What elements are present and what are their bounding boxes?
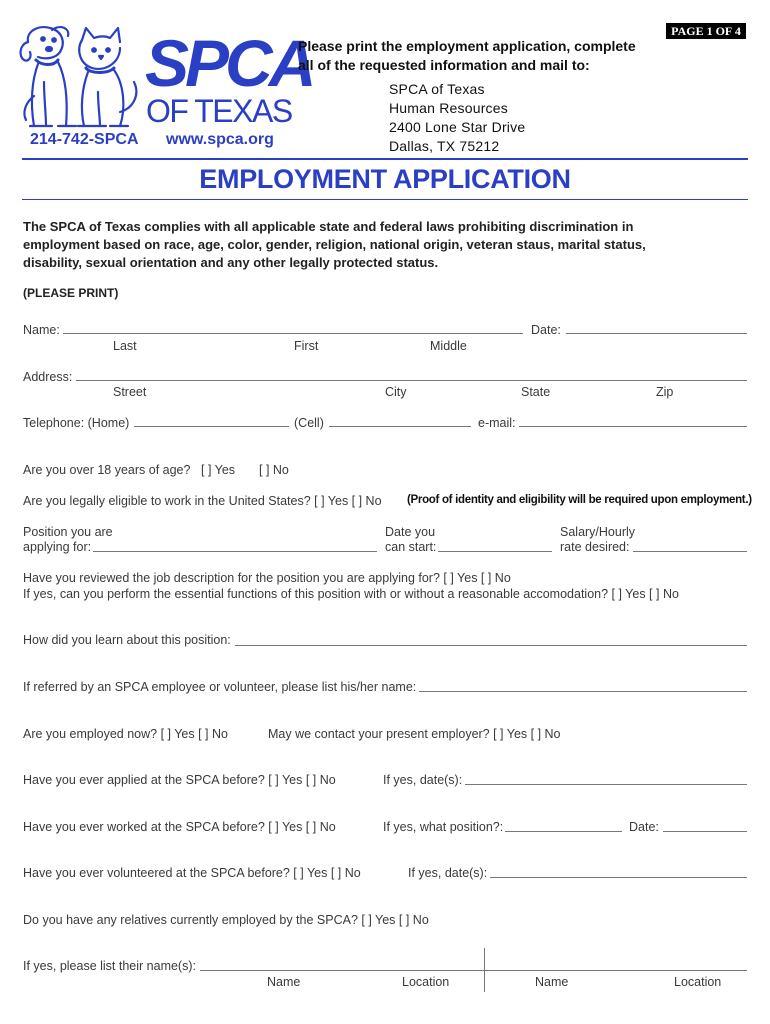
date-field[interactable] [566, 333, 747, 334]
volunteered-dates-field[interactable] [490, 877, 747, 878]
relatives-sub-location-1: Location [402, 975, 450, 989]
position-field[interactable] [93, 551, 377, 552]
logo-wordmark: SPCA [145, 26, 313, 100]
spca-logo-animals-icon [16, 22, 146, 132]
telephone-home-field[interactable] [134, 426, 289, 427]
learn-field[interactable] [235, 645, 747, 646]
worked-position-label: If yes, what position?: [383, 820, 504, 834]
contact-employer-question[interactable]: May we contact your present employer? [ ] Yes [ ] No [268, 727, 561, 741]
intro-line-3: disability, sexual orientation and any other legally protected status. [23, 255, 439, 270]
address-label: Address: [23, 370, 73, 384]
email-field[interactable] [519, 426, 747, 427]
volunteered-dates-label: If yes, date(s): [408, 866, 488, 880]
relatives-question[interactable]: Do you have any relatives currently employed by the SPCA? [ ] Yes [ ] No [23, 913, 429, 927]
mailing-address-line: Dallas, TX 75212 [389, 138, 500, 154]
page-badge: PAGE 1 OF 4 [666, 23, 746, 39]
email-label: e-mail: [478, 416, 516, 430]
salary-field[interactable] [633, 551, 747, 552]
instruction-line-1: Please print the employment application, complete [298, 38, 636, 54]
address-sub-street: Street [113, 385, 147, 399]
header-divider-bottom [22, 199, 748, 200]
date-label: Date: [531, 323, 561, 337]
perform-question[interactable]: If yes, can you perform the essential functions of this position with or without a reasonable accomodation? [ ] Yes [ ] No [23, 587, 679, 601]
eligibility-question[interactable]: Are you legally eligible to work in the United States? [ ] Yes [ ] No [23, 494, 382, 508]
position-label-line2: applying for: [23, 540, 92, 554]
telephone-home-label: Telephone: (Home) [23, 416, 130, 430]
page-title: EMPLOYMENT APPLICATION [199, 164, 571, 194]
address-sub-city: City [385, 385, 407, 399]
relatives-names-label: If yes, please list their name(s): [23, 959, 196, 973]
eligibility-note: (Proof of identity and eligibility will be required upon employment.) [407, 494, 752, 506]
position-label-line1: Position you are [23, 525, 113, 539]
start-date-label-line1: Date you [385, 525, 436, 539]
salary-label-line2: rate desired: [560, 540, 630, 554]
mailing-address-line: SPCA of Texas [389, 81, 485, 97]
worked-position-field[interactable] [505, 831, 622, 832]
applied-before-question[interactable]: Have you ever applied at the SPCA before? [ ] Yes [ ] No [23, 773, 336, 787]
name-label: Name: [23, 323, 60, 337]
employed-question[interactable]: Are you employed now? [ ] Yes [ ] No [23, 727, 228, 741]
referred-field[interactable] [419, 691, 747, 692]
volunteered-question[interactable]: Have you ever volunteered at the SPCA before? [ ] Yes [ ] No [23, 866, 361, 880]
phone-number: 214-742-SPCA [30, 131, 139, 148]
please-print-label: (PLEASE PRINT) [23, 286, 119, 300]
applied-dates-field[interactable] [465, 784, 747, 785]
name-field[interactable] [63, 333, 523, 334]
intro-line-2: employment based on race, age, color, gender, religion, national origin, veteran staus, marital status, [23, 237, 646, 252]
address-field[interactable] [76, 380, 747, 381]
mailing-address-line: Human Resources [389, 100, 508, 116]
telephone-cell-field[interactable] [329, 426, 471, 427]
name-sub-first: First [294, 339, 319, 353]
instruction-line-2: all of the requested information and mail to: [298, 57, 590, 73]
header-divider-top [22, 158, 748, 160]
salary-label-line1: Salary/Hourly [560, 525, 636, 539]
telephone-cell-label: (Cell) [294, 416, 324, 430]
relatives-name-field-2[interactable] [485, 970, 747, 971]
learn-question: How did you learn about this position: [23, 633, 231, 647]
age-yes-checkbox[interactable]: [ ] Yes [201, 463, 236, 477]
relatives-sub-location-2: Location [674, 975, 722, 989]
relatives-sub-name-1: Name [267, 975, 301, 989]
address-sub-zip: Zip [656, 385, 674, 399]
worked-date-label: Date: [629, 820, 659, 834]
relatives-sub-name-2: Name [535, 975, 569, 989]
intro-line-1: The SPCA of Texas complies with all applicable state and federal laws prohibiting discrimination in [23, 219, 634, 234]
address-sub-state: State [521, 385, 551, 399]
relatives-name-field-1[interactable] [200, 970, 484, 971]
website-link[interactable]: www.spca.org [166, 131, 274, 148]
mailing-address-line: 2400 Lone Star Drive [389, 119, 526, 135]
referred-question: If referred by an SPCA employee or volunteer, please list his/her name: [23, 680, 417, 694]
worked-before-question[interactable]: Have you ever worked at the SPCA before? [ ] Yes [ ] No [23, 820, 336, 834]
name-sub-middle: Middle [430, 339, 467, 353]
start-date-label-line2: can start: [385, 540, 437, 554]
age-question: Are you over 18 years of age? [23, 463, 191, 477]
age-no-checkbox[interactable]: [ ] No [259, 463, 289, 477]
applied-dates-label: If yes, date(s): [383, 773, 463, 787]
worked-date-field[interactable] [663, 831, 747, 832]
logo-subtitle: OF TEXAS [146, 93, 292, 129]
name-sub-last: Last [113, 339, 137, 353]
start-date-field[interactable] [438, 551, 552, 552]
reviewed-question[interactable]: Have you reviewed the job description for the position you are applying for? [ ] Yes [ ] No [23, 571, 511, 585]
